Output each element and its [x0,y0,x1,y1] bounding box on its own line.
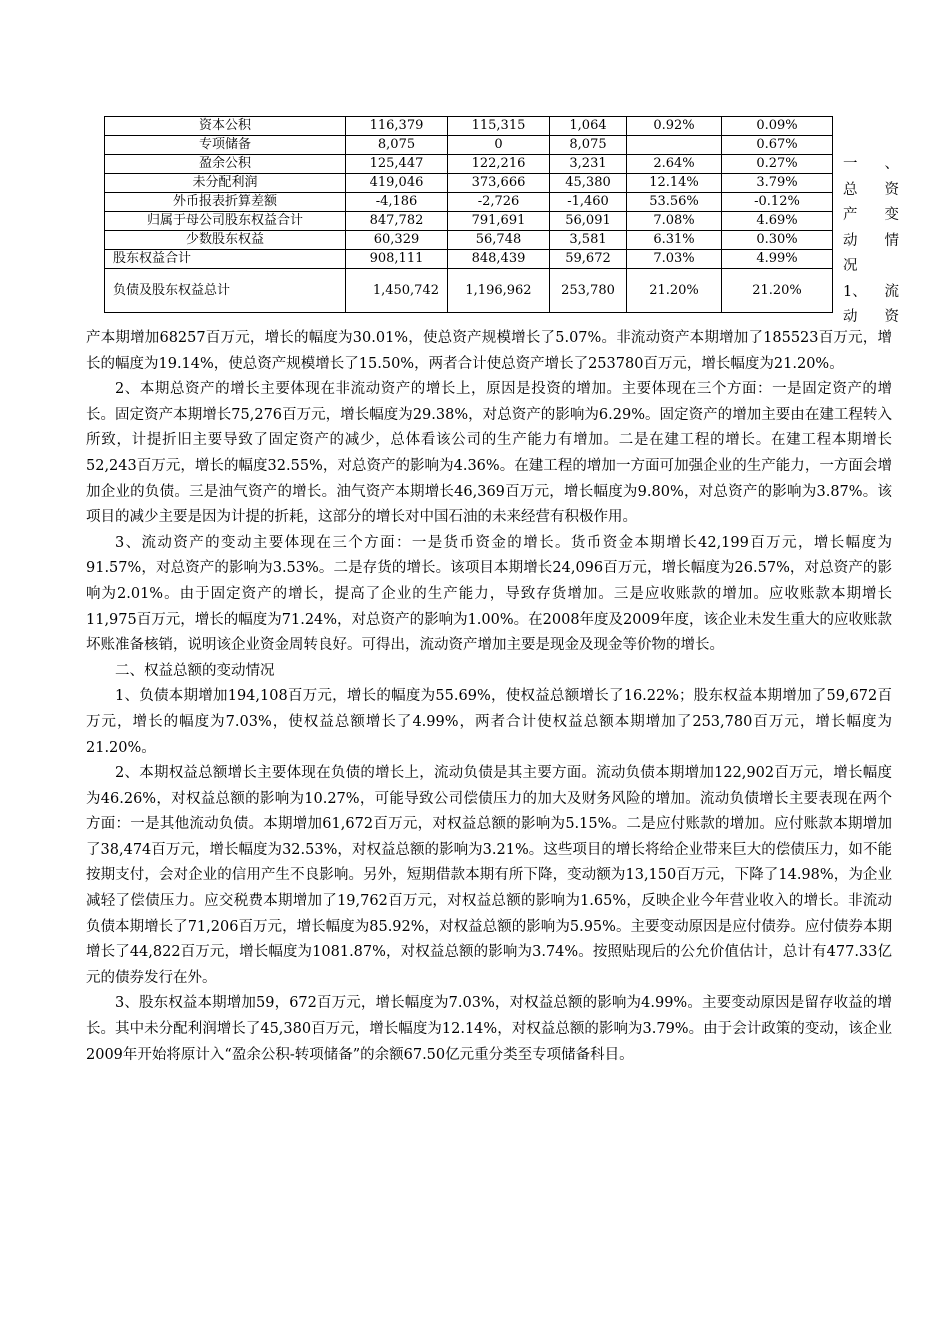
side-heading-line: 一 、 [843,156,899,172]
impact-rate: 0.09% [722,117,833,136]
side-heading-line: 况 [843,258,858,274]
impact-rate: 4.99% [722,250,833,269]
change-rate [627,136,722,155]
table-row [105,136,833,155]
row-name: 专项储备 [105,136,346,155]
current-value: 8,075 [346,136,448,155]
change-rate: 7.03% [627,250,722,269]
row-name: 负债及股东权益总计 [105,269,346,313]
paragraph: 3、流动资产的变动主要体现在三个方面：一是货币资金的增长。货币资金本期增长42,199百万元，增长幅度为91.57%，对总资产的影响为3.53%。二是存货的增长。该项目本期增长24,096百万元，增长幅度为26.57%，对总资产的影响为2.01%。由于固定资产的增长，提高了企业的生产能力，导致存货增加。三是应收账款的增加。应收账款本期增长11,975百万元，增长的幅度为71.24%，对总资产的影响为1.00%。在2008年度及2009年度，该企业未发生重大的应收账款坏账准备核销，说明该企业资金周转良好。可得出，流动资产增加主要是现金及现金等价物的增长。 [86,534,892,654]
impact-rate: 4.69% [722,212,833,231]
change-rate: 53.56% [627,193,722,212]
impact-rate: -0.12% [722,193,833,212]
row-name: 盈余公积 [105,155,346,174]
change-amount: 1,064 [550,117,627,136]
impact-rate: 3.79% [722,174,833,193]
change-rate: 21.20% [627,269,722,313]
row-name: 未分配利润 [105,174,346,193]
previous-value: -2,726 [448,193,550,212]
current-value: 116,379 [346,117,448,136]
current-value: 419,046 [346,174,448,193]
previous-value: 791,691 [448,212,550,231]
change-amount: 3,231 [550,155,627,174]
table-row [105,155,833,174]
change-rate: 6.31% [627,231,722,250]
change-rate: 7.08% [627,212,722,231]
impact-rate: 21.20% [722,269,833,313]
previous-value: 122,216 [448,155,550,174]
body-text [86,326,892,1068]
paragraph: 1、负债本期增加194,108百万元，增长的幅度为55.69%，使权益总额增长了16.22%；股东权益本期增加了59,672百万元，增长的幅度为7.03%，使权益总额增长了4.99%，两者合计使权益总额本期增加了253,780百万元，增长幅度为21.20%。 [86,688,892,756]
table-row [105,117,833,136]
current-value: 908,111 [346,250,448,269]
impact-rate: 0.67% [722,136,833,155]
table-row [105,212,833,231]
previous-value: 56,748 [448,231,550,250]
previous-value: 115,315 [448,117,550,136]
change-amount: -1,460 [550,193,627,212]
previous-value: 1,196,962 [448,269,550,313]
row-name: 少数股东权益 [105,231,346,250]
side-heading-line: 1、 流 [843,284,899,300]
side-heading-line: 产 变 [843,207,899,223]
change-rate: 2.64% [627,155,722,174]
change-amount: 59,672 [550,250,627,269]
change-rate: 12.14% [627,174,722,193]
impact-rate: 0.27% [722,155,833,174]
row-name: 资本公积 [105,117,346,136]
table-row [105,269,833,313]
table-row [105,250,833,269]
current-value: 1,450,742 [346,269,448,313]
paragraph: 产本期增加68257百万元，增长的幅度为30.01%，使总资产规模增长了5.07%。非流动资产本期增加了185523百万元，增长的幅度为19.14%，使总资产规模增长了15.50%，两者合计使总资产增长了253780百万元，增长幅度为21.20%。 [86,330,892,372]
change-amount: 253,780 [550,269,627,313]
table-row [105,174,833,193]
change-rate: 0.92% [627,117,722,136]
equity-table [104,116,833,313]
current-value: 60,329 [346,231,448,250]
row-name: 股东权益合计 [105,250,346,269]
previous-value: 0 [448,136,550,155]
previous-value: 373,666 [448,174,550,193]
row-name: 归属于母公司股东权益合计 [105,212,346,231]
section-heading: 二、权益总额的变动情况 [115,662,275,679]
current-value: 847,782 [346,212,448,231]
paragraph: 3、股东权益本期增加59，672百万元，增长幅度为7.03%，对权益总额的影响为4.99%。主要变动原因是留存收益的增长。其中未分配利润增长了45,380百万元，增长幅度为12.14%，对权益总额的影响为3.79%。由于会计政策的变动，该企业2009年开始将原计入“盈余公积-转项储备”的余额67.50亿元重分类至专项储备科目。 [86,995,892,1063]
table-row [105,193,833,212]
change-amount: 3,581 [550,231,627,250]
impact-rate: 0.30% [722,231,833,250]
paragraph: 2、本期权益总额增长主要体现在负债的增长上，流动负债是其主要方面。流动负债本期增加122,902百万元，增长幅度为46.26%，对权益总额的影响为10.27%，可能导致公司偿债压力的加大及财务风险的增加。流动负债增长主要表现在两个方面：一是其他流动负债。本期增加61,672百万元，对权益总额的影响为5.15%。二是应付账款的增加。应付账款本期增加了38,474百万元，增长幅度为32.53%，对权益总额的影响为3.21%。这些项目的增长将给企业带来巨大的偿债压力，如不能按期支付，会对企业的信用产生不良影响。另外，短期借款本期有所下降，变动额为13,150百万元，下降了14.98%，为企业减轻了偿债压力。应交税费本期增加了19,762百万元，对权益总额的影响为1.65%，反映企业今年营业收入的增长。非流动负债本期增长了71,206百万元，增长幅度为85.92%，对权益总额的影响为5.95%。主要变动原因是应付债券。应付债券本期增长了44,822百万元，增长幅度为1081.87%，对权益总额的影响为3.74%。按照贴现后的公允价值估计，总计有477.33亿元的债券发行在外。 [86,765,892,986]
side-heading-line: 动 资 [843,309,899,325]
side-heading-line: 总 资 [843,182,899,198]
paragraph: 2、本期总资产的增长主要体现在非流动资产的增长上，原因是投资的增加。主要体现在三个方面：一是固定资产的增长。固定资产本期增长75,276百万元，增长幅度为29.38%，对总资产的影响为6.29%。固定资产的增加主要由在建工程转入所致，计提折旧主要导致了固定资产的减少，总体看该公司的生产能力有增加。二是在建工程的增长。在建工程本期增长52,243百万元，增长的幅度32.55%，对总资产的影响为4.36%。在建工程的增加一方面可加强企业的生产能力，一方面会增加企业的负债。三是油气资产的增长。油气资产本期增长46,369百万元，增长幅度为9.80%，对总资产的影响为3.87%。该项目的减少主要是因为计提的折耗，这部分的增长对中国石油的未来经营有积极作用。 [86,381,892,526]
current-value: 125,447 [346,155,448,174]
change-amount: 56,091 [550,212,627,231]
table-row [105,231,833,250]
previous-value: 848,439 [448,250,550,269]
change-amount: 8,075 [550,136,627,155]
row-name: 外币报表折算差额 [105,193,346,212]
side-heading-line: 动 情 [843,233,899,249]
change-amount: 45,380 [550,174,627,193]
current-value: -4,186 [346,193,448,212]
